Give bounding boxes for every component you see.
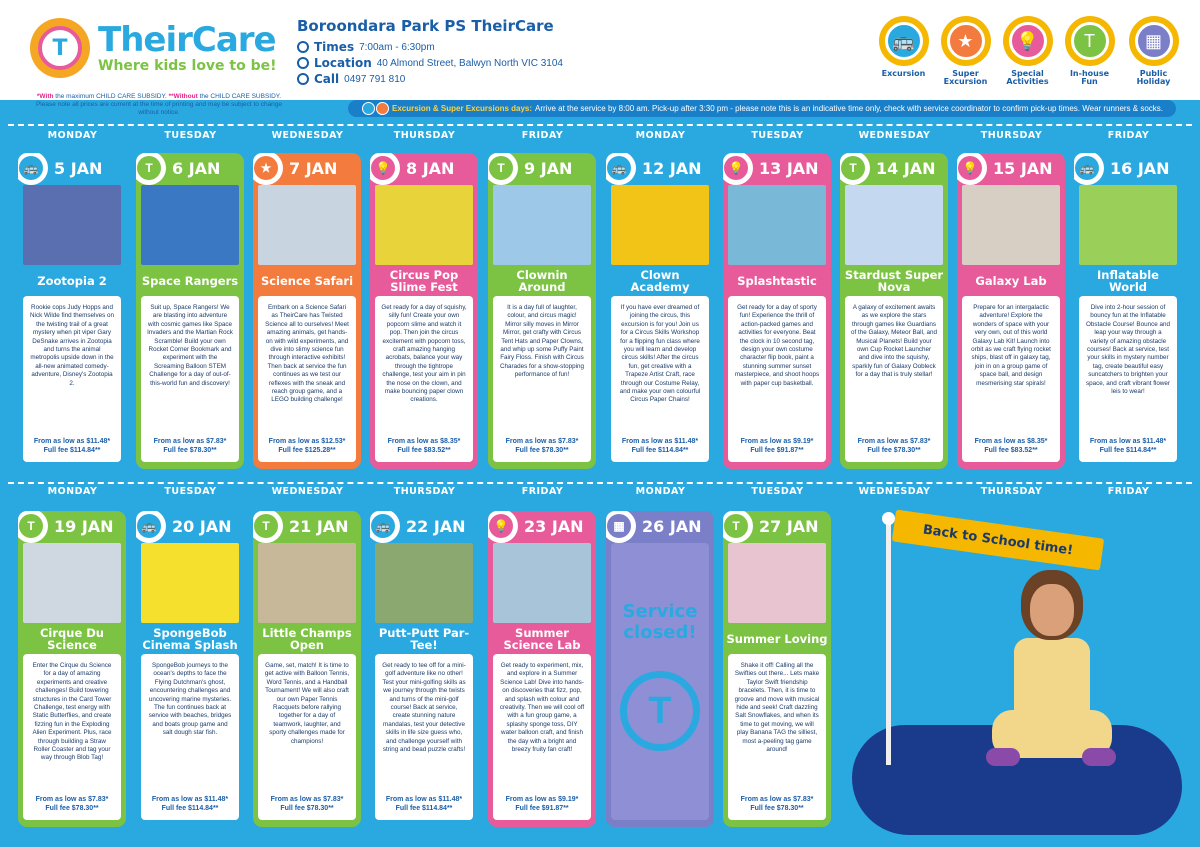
back-to-school-graphic	[848, 510, 1188, 845]
price-subsidised: From as low as $7.83*	[35, 796, 109, 803]
activity-title: Cirque Du Science	[39, 625, 104, 652]
card-date: 19 JAN	[54, 517, 114, 536]
phone-icon	[297, 73, 309, 85]
activity-description: Dive into 2-hour session of bouncy fun at the Inflatable Obstacle Course! Bounce and leap your way through a variety of amazing obstacle courses! Back at service, test your skills in mystery number tag, create beautiful easy suncatchers to brighten your space, and craft vibrant flower leis to wear!	[1085, 304, 1170, 396]
day-label: FRIDAY	[1107, 486, 1150, 497]
service-closed-panel	[611, 543, 709, 820]
day-label: WEDNESDAY	[858, 130, 931, 141]
activity-photo	[1079, 185, 1177, 265]
price-subsidised: From as low as $9.19*	[740, 438, 814, 445]
excursion-notice: Excursion & Super Excursions days: Arrive at the service by 8:00 am. Pick-up after 3:30 pm - please note this is an indicative time only, check with service coordinator to confirm pick-up times. Wear runners & socks.	[348, 100, 1176, 117]
activity-photo	[141, 185, 239, 265]
activity-photo	[23, 185, 121, 265]
card-date: 26 JAN	[642, 517, 702, 536]
day-label: TUESDAY	[164, 486, 217, 497]
theircare-logo: T	[30, 18, 90, 78]
day-label: THURSDAY	[980, 130, 1043, 141]
legend-item	[1126, 16, 1181, 86]
theircare-icon: T	[489, 156, 513, 180]
activity-price	[493, 437, 591, 455]
card-date: 13 JAN	[759, 159, 819, 178]
price-full-fee: Full fee $91.87**	[515, 805, 569, 812]
subsidy-note: *With the maximum CHILD CARE SUBSIDY. **Without the CHILD CARE SUBSIDY. Please note all prices are current at the time of printing and may be subject to change without notice.	[35, 93, 283, 116]
activity-photo	[728, 543, 826, 623]
activity-description: Get ready to tee off for a mini-golf adventure like no other! Test your mini-golfing skills as we journey through the twists and turns of the mini-golf course! Back at service, create stunning nature mandalas, test your detective skills in life size guess who, and challenge yourself with string and bead puzzle crafts!	[382, 662, 466, 754]
price-full-fee: Full fee $125.28**	[278, 447, 336, 454]
bus-icon: 🚌	[1075, 156, 1099, 180]
brand-name: TheirCare	[98, 20, 276, 60]
price-full-fee: Full fee $114.84**	[631, 447, 689, 454]
price-subsidised: From as low as $11.48*	[1089, 438, 1167, 445]
activity-details	[23, 654, 121, 820]
price-full-fee: Full fee $78.30**	[280, 805, 334, 812]
card-date: 9 JAN	[524, 159, 573, 178]
activity-card[interactable]	[840, 153, 948, 469]
activity-title: Summer Science Lab	[503, 625, 581, 652]
theircare-icon: T	[254, 514, 278, 538]
activity-title: Zootopia 2	[37, 273, 107, 288]
day-label: TUESDAY	[164, 130, 217, 141]
legend-label: Special Activities	[1006, 69, 1049, 86]
activity-title: Space Rangers	[141, 273, 239, 288]
activity-details	[728, 296, 826, 462]
activity-price	[375, 437, 473, 455]
price-subsidised: From as low as $8.35*	[387, 438, 461, 445]
theircare-icon: T	[841, 156, 865, 180]
card-date: 16 JAN	[1110, 159, 1170, 178]
theircare-icon: T	[724, 514, 748, 538]
legend-item	[876, 16, 931, 78]
activity-description: It is a day full of laughter, colour, and circus magic! Mirror silly moves in Mirror Mirror, get crafty with Circus Tent Hats and Paper Clowns, and whip up some Puffy Paint Fairy Floss. Finish with Circus Charades for a show-stopping performance of fun!	[499, 304, 584, 379]
activity-photo	[375, 543, 473, 623]
activity-photo	[493, 185, 591, 265]
day-label: MONDAY	[47, 486, 98, 497]
activity-title: Clown Academy	[630, 267, 690, 294]
child-photo	[986, 570, 1116, 790]
legend-label: Excursion	[881, 69, 926, 78]
activity-title: Putt-Putt Par-Tee!	[378, 625, 470, 652]
price-subsidised: From as low as $7.83*	[857, 438, 931, 445]
activity-title: Summer Loving	[726, 631, 828, 646]
day-label: WEDNESDAY	[271, 486, 344, 497]
card-date: 22 JAN	[406, 517, 466, 536]
theircare-icon: T	[620, 671, 700, 751]
back-to-school-banner: Back to School time!	[892, 510, 1104, 571]
activity-card[interactable]	[1074, 153, 1182, 469]
price-full-fee: Full fee $114.84**	[161, 805, 219, 812]
activity-title: Splashtastic	[737, 273, 817, 288]
activity-photo	[258, 543, 356, 623]
activity-price	[728, 795, 826, 813]
star-icon: ★	[254, 156, 278, 180]
activity-price	[141, 795, 239, 813]
activity-description: Rookie cops Judy Hopps and Nick Wilde find themselves on the twisting trail of a great mystery when pit viper Gary DeSnake arrives in Zootopia and turns the animal metropolis upside down in the all-new animated comedy-adventure, Disney's Zootopia 2.	[30, 304, 114, 387]
activity-photo	[493, 543, 591, 623]
day-label: MONDAY	[635, 130, 686, 141]
activity-card[interactable]	[488, 511, 596, 827]
week2-day-row	[0, 486, 1200, 500]
activity-photo	[258, 185, 356, 265]
legend-label: Super Excursion	[943, 69, 988, 86]
activity-title: Circus Pop Slime Fest	[389, 267, 459, 294]
calendar-icon: ▦	[607, 514, 631, 538]
theircare-icon: T	[19, 514, 43, 538]
price-subsidised: From as low as $12.53*	[268, 438, 346, 445]
activity-details	[23, 296, 121, 462]
brand-tagline: Where kids love to be!	[98, 58, 277, 74]
activity-card[interactable]	[957, 153, 1065, 469]
activity-description: Shake it off! Calling all the Swifties out there... Lets make Taylor Swift friendship bracelets. Then, it is time to groove and move with musical hide and seek! Craft dazzling Salt Snowflakes, and when its time to get moving, we will play Banana TAG the silliest, most a-peeling tag game around!	[734, 662, 820, 754]
price-subsidised: From as low as $9.19*	[505, 796, 579, 803]
activity-price	[23, 437, 121, 455]
star-icon: ★	[947, 22, 985, 60]
bus-icon: 🚌	[607, 156, 631, 180]
day-label: TUESDAY	[751, 486, 804, 497]
lightbulb-icon: 💡	[371, 156, 395, 180]
day-label: THURSDAY	[980, 486, 1043, 497]
day-label: WEDNESDAY	[858, 486, 931, 497]
day-label: THURSDAY	[393, 130, 456, 141]
legend-item	[938, 16, 993, 86]
day-label: MONDAY	[47, 130, 98, 141]
day-label: TUESDAY	[751, 130, 804, 141]
bus-icon: 🚌	[885, 22, 923, 60]
activity-description: Get ready to experiment, mix, and explore in a Summer Science Lab! Dive into hands-on discoveries that fizz, pop, and splash with colour and creativity. Then we will cool off with a fun group game, a splashy sponge toss, DIY water balloon craft, and finish the day with a bright and breezy fruity fan craft!	[499, 662, 585, 754]
activity-price	[845, 437, 943, 455]
activity-title: Clownin Around	[516, 267, 568, 294]
activity-details	[258, 296, 356, 462]
activity-description: Embark on a Science Safari as TheirCare has Twisted Science all to ourselves! Meet amazing animals, get hands-on with wild experiments, and dive into slimy science fun through interactive exhibits! Then back at service the fun continues as we test our reflexes with the sneak and reach group game, and a LEGO building challenge!	[265, 304, 349, 404]
activity-description: SpongeBob journeys to the ocean's depths to face the Flying Dutchman's ghost, encountering challenges and uncovering marine mysteries. The fun continues back at service with beaches, bridges and boats group game and salt dough star fish.	[148, 662, 232, 737]
activity-card[interactable]	[18, 153, 126, 469]
activity-description: Enter the Cirque du Science for a day of amazing experiments and creative challenges! Build towering structures in the Card Tower Challenge, test energy with Static Butterflies, and create fizzing fun in the Exploding Alien Experiment. Plus, race through building a Straw Roller Coaster and tag your way through Blob Tag!	[32, 662, 112, 762]
activity-price	[611, 437, 709, 455]
legend-label: Public Holiday	[1136, 69, 1171, 86]
flag-pole-top	[882, 512, 895, 525]
legend-item	[1062, 16, 1117, 86]
price-full-fee: Full fee $83.52**	[397, 447, 451, 454]
legend-item	[1000, 16, 1055, 86]
times-row: Times 7:00am - 6:30pm	[297, 40, 435, 54]
activity-price	[493, 795, 591, 813]
card-date: 12 JAN	[642, 159, 702, 178]
activity-price	[258, 437, 356, 455]
lightbulb-icon: 💡	[724, 156, 748, 180]
theircare-icon: T	[137, 156, 161, 180]
activity-details	[845, 296, 943, 462]
activity-price	[375, 795, 473, 813]
price-subsidised: From as low as $7.83*	[740, 796, 814, 803]
activity-details	[728, 654, 826, 820]
activity-card[interactable]	[136, 511, 244, 827]
lightbulb-icon: 💡	[1009, 22, 1047, 60]
service-title: Boroondara Park PS TheirCare	[297, 17, 554, 35]
activity-title: Galaxy Lab	[975, 273, 1047, 288]
day-label: FRIDAY	[521, 486, 564, 497]
week1-day-row	[0, 130, 1200, 144]
activity-card[interactable]	[606, 511, 714, 827]
location-row: Location 40 Almond Street, Balwyn North VIC 3104	[297, 56, 563, 70]
card-date: 15 JAN	[993, 159, 1053, 178]
price-full-fee: Full fee $114.84**	[43, 447, 101, 454]
activity-description: A galaxy of excitement awaits as we explore the stars through games like Guardians of the Galaxy, Meteor Ball, and Musical Planets! Build your own Cup Rocket Launcher and dive into the squishy, sparkly fun of Galaxy Oobleck for a day that is truly stellar!	[851, 304, 937, 379]
lightbulb-icon: 💡	[958, 156, 982, 180]
activity-photo	[962, 185, 1060, 265]
card-date: 23 JAN	[524, 517, 584, 536]
divider	[8, 482, 1192, 484]
card-date: 14 JAN	[876, 159, 936, 178]
price-full-fee: Full fee $78.30**	[45, 805, 99, 812]
card-date: 7 JAN	[289, 159, 338, 178]
day-label: THURSDAY	[393, 486, 456, 497]
call-row: Call 0497 791 810	[297, 72, 405, 86]
price-full-fee: Full fee $78.30**	[750, 805, 804, 812]
price-subsidised: From as low as $11.48*	[621, 438, 699, 445]
price-full-fee: Full fee $114.84**	[395, 805, 453, 812]
theircare-icon: T	[1071, 22, 1109, 60]
activity-details	[375, 654, 473, 820]
price-subsidised: From as low as $7.83*	[270, 796, 344, 803]
activity-card[interactable]	[723, 511, 831, 827]
day-label: FRIDAY	[1107, 130, 1150, 141]
price-full-fee: Full fee $78.30**	[163, 447, 217, 454]
bus-icon	[362, 102, 375, 115]
activity-card[interactable]	[18, 511, 126, 827]
bus-icon: 🚌	[137, 514, 161, 538]
price-full-fee: Full fee $78.30**	[515, 447, 569, 454]
activity-details	[493, 296, 591, 462]
activity-card[interactable]	[723, 153, 831, 469]
location-pin-icon	[297, 57, 309, 69]
activity-title: Little Champs Open	[262, 625, 352, 652]
header	[0, 0, 1200, 100]
activity-card[interactable]	[253, 153, 361, 469]
price-subsidised: From as low as $7.83*	[153, 438, 227, 445]
card-date: 27 JAN	[759, 517, 819, 536]
day-label: FRIDAY	[521, 130, 564, 141]
activity-card[interactable]	[370, 511, 478, 827]
clock-icon	[297, 41, 309, 53]
activity-price	[728, 437, 826, 455]
activity-details	[1079, 296, 1177, 462]
activity-card[interactable]	[606, 153, 714, 469]
bus-icon: 🚌	[19, 156, 43, 180]
activity-description: Get ready for a day of squishy, silly fun! Create your own popcorn slime and watch it pop. Then join the circus excitement with popcorn toss, craft amazing hanging acrobats, balance your way through the tightrope challenge, test your aim in pin the nose on the clown, and make bouncing paper clown creations.	[381, 304, 467, 404]
day-label: MONDAY	[635, 486, 686, 497]
price-subsidised: From as low as $11.48*	[33, 438, 111, 445]
flag-pole	[886, 520, 891, 765]
activity-card[interactable]	[370, 153, 478, 469]
activity-photo	[728, 185, 826, 265]
card-date: 6 JAN	[172, 159, 221, 178]
bus-icon: 🚌	[371, 514, 395, 538]
activity-title: Stardust Super Nova	[844, 267, 944, 294]
price-subsidised: From as low as $11.48*	[151, 796, 229, 803]
activity-description: If you have ever dreamed of joining the circus, this excursion is for you! Join us for a Circus Skills Workshop for a flipping fun class where you will learn and develop circus skills! After the circus fun, get creative with a Trapeze Artist Craft, race through our Costume Relay, and make your own colourful Circus Paper Chains!	[619, 304, 701, 404]
card-date: 21 JAN	[289, 517, 349, 536]
activity-title: SpongeBob Cinema Splash	[142, 625, 238, 652]
price-subsidised: From as low as $7.83*	[505, 438, 579, 445]
activity-details	[375, 296, 473, 462]
activity-price	[23, 795, 121, 813]
price-full-fee: Full fee $91.87**	[750, 447, 804, 454]
activity-price	[258, 795, 356, 813]
calendar-icon: ▦	[1135, 22, 1173, 60]
activity-card[interactable]	[136, 153, 244, 469]
divider	[8, 124, 1192, 126]
activity-price	[1079, 437, 1177, 455]
activity-description: Game, set, match! It is time to get active with Balloon Tennis, Word Tennis, and a Handball Tournament! We will also craft our own Paper Tennis Racquets before rallying together for a day of teamwork, laughter, and sporty challenges made for champions!	[264, 662, 350, 745]
activity-title: Science Safari	[260, 273, 354, 288]
star-icon	[376, 102, 389, 115]
price-full-fee: Full fee $114.84**	[1099, 447, 1157, 454]
activity-card[interactable]	[488, 153, 596, 469]
price-full-fee: Full fee $83.52**	[984, 447, 1038, 454]
activity-price	[962, 437, 1060, 455]
price-subsidised: From as low as $8.35*	[974, 438, 1048, 445]
activity-details	[493, 654, 591, 820]
activity-details	[611, 296, 709, 462]
activity-photo	[375, 185, 473, 265]
activity-photo	[611, 185, 709, 265]
lightbulb-icon: 💡	[489, 514, 513, 538]
card-date: 5 JAN	[54, 159, 103, 178]
activity-title: Inflatable World	[1097, 267, 1159, 294]
activity-details	[258, 654, 356, 820]
activity-card[interactable]	[253, 511, 361, 827]
price-subsidised: From as low as $11.48*	[385, 796, 463, 803]
activity-photo	[141, 543, 239, 623]
service-closed-text: Service closed!	[622, 601, 698, 643]
card-date: 20 JAN	[172, 517, 232, 536]
day-label: WEDNESDAY	[271, 130, 344, 141]
activity-description: Get ready for a day of sporty fun! Experience the thrill of action-packed games and activities for everyone. Beat the clock in 10 second tag, design your own costume character flip book, paint a stunning summer sunset masterpiece, and shoot hoops with paper cup basketball.	[734, 304, 820, 387]
activity-details	[141, 654, 239, 820]
activity-photo	[845, 185, 943, 265]
activity-details	[962, 296, 1060, 462]
activity-price	[141, 437, 239, 455]
activity-description: Suit up, Space Rangers! We are blasting into adventure with cosmic games like Space Invaders and the Martian Rock Scramble! Build your own Rocket Corner Bookmark and experiment with the Screaming Balloon STEM Challenge for a day of out-of-this-world fun and discovery!	[147, 304, 233, 387]
activity-description: Prepare for an intergalactic adventure! Explore the wonders of space with your very own, out of this world Galaxy Lab Kit! Launch into orbit as we craft flying rocket ships, blast off in galaxy tag, join in on a group game of space ball, and design mesmerising star spirals!	[971, 304, 1051, 387]
price-full-fee: Full fee $78.30**	[867, 447, 921, 454]
card-date: 8 JAN	[406, 159, 455, 178]
activity-photo	[23, 543, 121, 623]
legend-label: In-house Fun	[1069, 69, 1110, 86]
activity-details	[141, 296, 239, 462]
